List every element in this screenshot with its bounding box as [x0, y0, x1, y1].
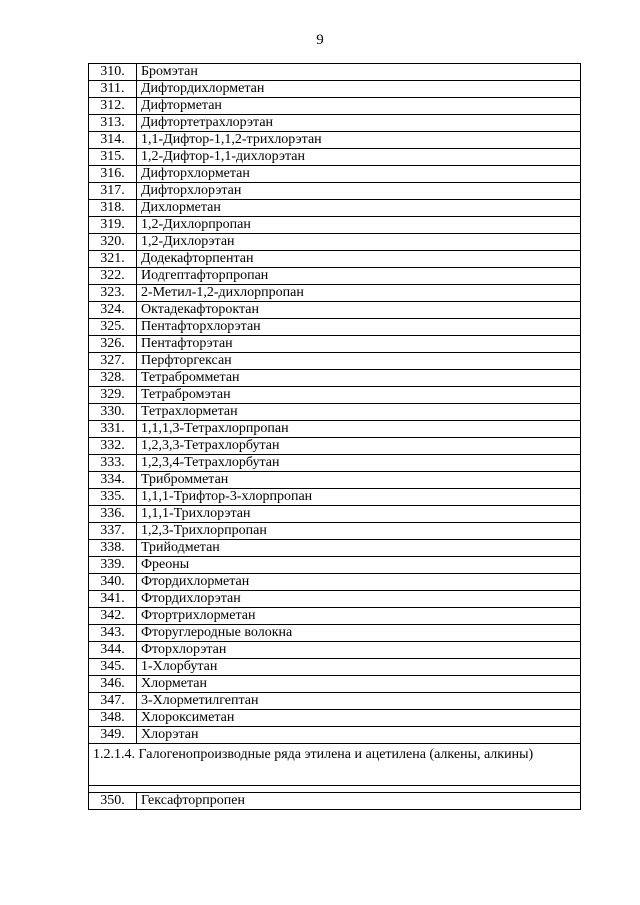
table-row — [89, 574, 581, 591]
table-row — [89, 387, 581, 404]
substance-name: Тетрабромэтан — [137, 387, 581, 404]
row-number: 342. — [89, 608, 137, 625]
row-number: 331. — [89, 421, 137, 438]
substance-name: 1,1,1-Трифтор-3-хлорпропан — [137, 489, 581, 506]
substance-name: Октадекафтороктан — [137, 302, 581, 319]
row-number: 311. — [89, 81, 137, 98]
substance-name: Гексафторпропен — [137, 793, 581, 810]
section-heading: 1.2.1.4. Галогенопроизводные ряда этилена и ацетилена (алкены, алкины) — [89, 744, 581, 786]
substance-name: 1-Хлорбутан — [137, 659, 581, 676]
row-number: 315. — [89, 149, 137, 166]
substance-name: 1,2,3,3-Тетрахлорбутан — [137, 438, 581, 455]
row-number: 314. — [89, 132, 137, 149]
substance-name: Иодгептафторпропан — [137, 268, 581, 285]
table-row — [89, 132, 581, 149]
substance-name: Пентафторэтан — [137, 336, 581, 353]
row-number: 322. — [89, 268, 137, 285]
table-row — [89, 336, 581, 353]
row-number: 321. — [89, 251, 137, 268]
substance-name: Пентафторхлорэтан — [137, 319, 581, 336]
row-number: 333. — [89, 455, 137, 472]
table-row — [89, 302, 581, 319]
row-number: 328. — [89, 370, 137, 387]
substance-name: Фтордихлорэтан — [137, 591, 581, 608]
substance-name: 1,1,1-Трихлорэтан — [137, 506, 581, 523]
table-row — [89, 319, 581, 336]
substance-name: Трибромметан — [137, 472, 581, 489]
substance-name: 1,2,3-Трихлорпропан — [137, 523, 581, 540]
table-row — [89, 370, 581, 387]
substance-name: Хлороксиметан — [137, 710, 581, 727]
row-number: 316. — [89, 166, 137, 183]
table-row — [89, 540, 581, 557]
table-row — [89, 710, 581, 727]
row-number: 340. — [89, 574, 137, 591]
row-number: 330. — [89, 404, 137, 421]
substance-name: Дифтортетрахлорэтан — [137, 115, 581, 132]
substance-name: Хлорэтан — [137, 727, 581, 744]
row-number: 335. — [89, 489, 137, 506]
table-row — [89, 727, 581, 744]
substance-name: Дихлорметан — [137, 200, 581, 217]
table-row — [89, 404, 581, 421]
substance-name: Фреоны — [137, 557, 581, 574]
row-number: 317. — [89, 183, 137, 200]
substance-name: Хлорметан — [137, 676, 581, 693]
substance-name: Фторхлорэтан — [137, 642, 581, 659]
row-number: 338. — [89, 540, 137, 557]
row-number: 313. — [89, 115, 137, 132]
row-number: 349. — [89, 727, 137, 744]
table-row — [89, 200, 581, 217]
substance-name: Перфторгексан — [137, 353, 581, 370]
page-number: 9 — [316, 32, 324, 48]
row-number: 345. — [89, 659, 137, 676]
section-heading-row — [89, 744, 581, 786]
row-number: 310. — [89, 64, 137, 81]
substance-name: 2-Метил-1,2-дихлорпропан — [137, 285, 581, 302]
row-number: 326. — [89, 336, 137, 353]
row-number: 325. — [89, 319, 137, 336]
substance-name: Трийодметан — [137, 540, 581, 557]
substance-name: Тетрахлорметан — [137, 404, 581, 421]
table-row — [89, 98, 581, 115]
row-number: 344. — [89, 642, 137, 659]
table-row — [89, 506, 581, 523]
table-row — [89, 115, 581, 132]
row-number: 319. — [89, 217, 137, 234]
spacer-row — [89, 786, 581, 793]
table-row — [89, 285, 581, 302]
table-row — [89, 353, 581, 370]
row-number: 320. — [89, 234, 137, 251]
table-row — [89, 81, 581, 98]
table-row — [89, 268, 581, 285]
table-body-main — [89, 64, 581, 744]
table-row — [89, 642, 581, 659]
spacer-cell — [89, 786, 581, 793]
table-body-after-section — [89, 793, 581, 810]
table-row — [89, 234, 581, 251]
substance-name: Фторуглеродные волокна — [137, 625, 581, 642]
substance-name: 1,1,1,3-Тетрахлорпропан — [137, 421, 581, 438]
row-number: 346. — [89, 676, 137, 693]
table-row — [89, 793, 581, 810]
substance-name: 1,2,3,4-Тетрахлорбутан — [137, 455, 581, 472]
table-row — [89, 659, 581, 676]
table-row — [89, 489, 581, 506]
table-row — [89, 523, 581, 540]
row-number: 312. — [89, 98, 137, 115]
substance-name: Дифторхлорметан — [137, 166, 581, 183]
table-row — [89, 183, 581, 200]
row-number: 348. — [89, 710, 137, 727]
row-number: 350. — [89, 793, 137, 810]
row-number: 334. — [89, 472, 137, 489]
table-row — [89, 217, 581, 234]
row-number: 343. — [89, 625, 137, 642]
substance-name: 1,2-Дифтор-1,1-дихлорэтан — [137, 149, 581, 166]
substance-name: Додекафторпентан — [137, 251, 581, 268]
row-number: 339. — [89, 557, 137, 574]
table-row — [89, 438, 581, 455]
table-row — [89, 557, 581, 574]
table-row — [89, 149, 581, 166]
table-row — [89, 421, 581, 438]
row-number: 347. — [89, 693, 137, 710]
row-number: 341. — [89, 591, 137, 608]
row-number: 323. — [89, 285, 137, 302]
substance-name: Фтортрихлорметан — [137, 608, 581, 625]
substance-name: 1,2-Дихлорпропан — [137, 217, 581, 234]
table-row — [89, 591, 581, 608]
table-row — [89, 64, 581, 81]
table-section — [89, 744, 581, 793]
row-number: 324. — [89, 302, 137, 319]
substance-name: 1,2-Дихлорэтан — [137, 234, 581, 251]
table-row — [89, 166, 581, 183]
row-number: 332. — [89, 438, 137, 455]
substance-name: Тетрабромметан — [137, 370, 581, 387]
substance-name: Бромэтан — [137, 64, 581, 81]
substance-name: Дифторметан — [137, 98, 581, 115]
row-number: 318. — [89, 200, 137, 217]
substance-name: 3-Хлорметилгептан — [137, 693, 581, 710]
substance-name: 1,1-Дифтор-1,1,2-трихлорэтан — [137, 132, 581, 149]
row-number: 337. — [89, 523, 137, 540]
substance-table — [88, 63, 581, 810]
table-row — [89, 455, 581, 472]
row-number: 327. — [89, 353, 137, 370]
row-number: 336. — [89, 506, 137, 523]
substance-name: Фтордихлорметан — [137, 574, 581, 591]
table-row — [89, 676, 581, 693]
table-row — [89, 693, 581, 710]
table-row — [89, 608, 581, 625]
substance-name: Дифтордихлорметан — [137, 81, 581, 98]
table-row — [89, 472, 581, 489]
table-row — [89, 251, 581, 268]
substance-name: Дифторхлорэтан — [137, 183, 581, 200]
row-number: 329. — [89, 387, 137, 404]
table-row — [89, 625, 581, 642]
